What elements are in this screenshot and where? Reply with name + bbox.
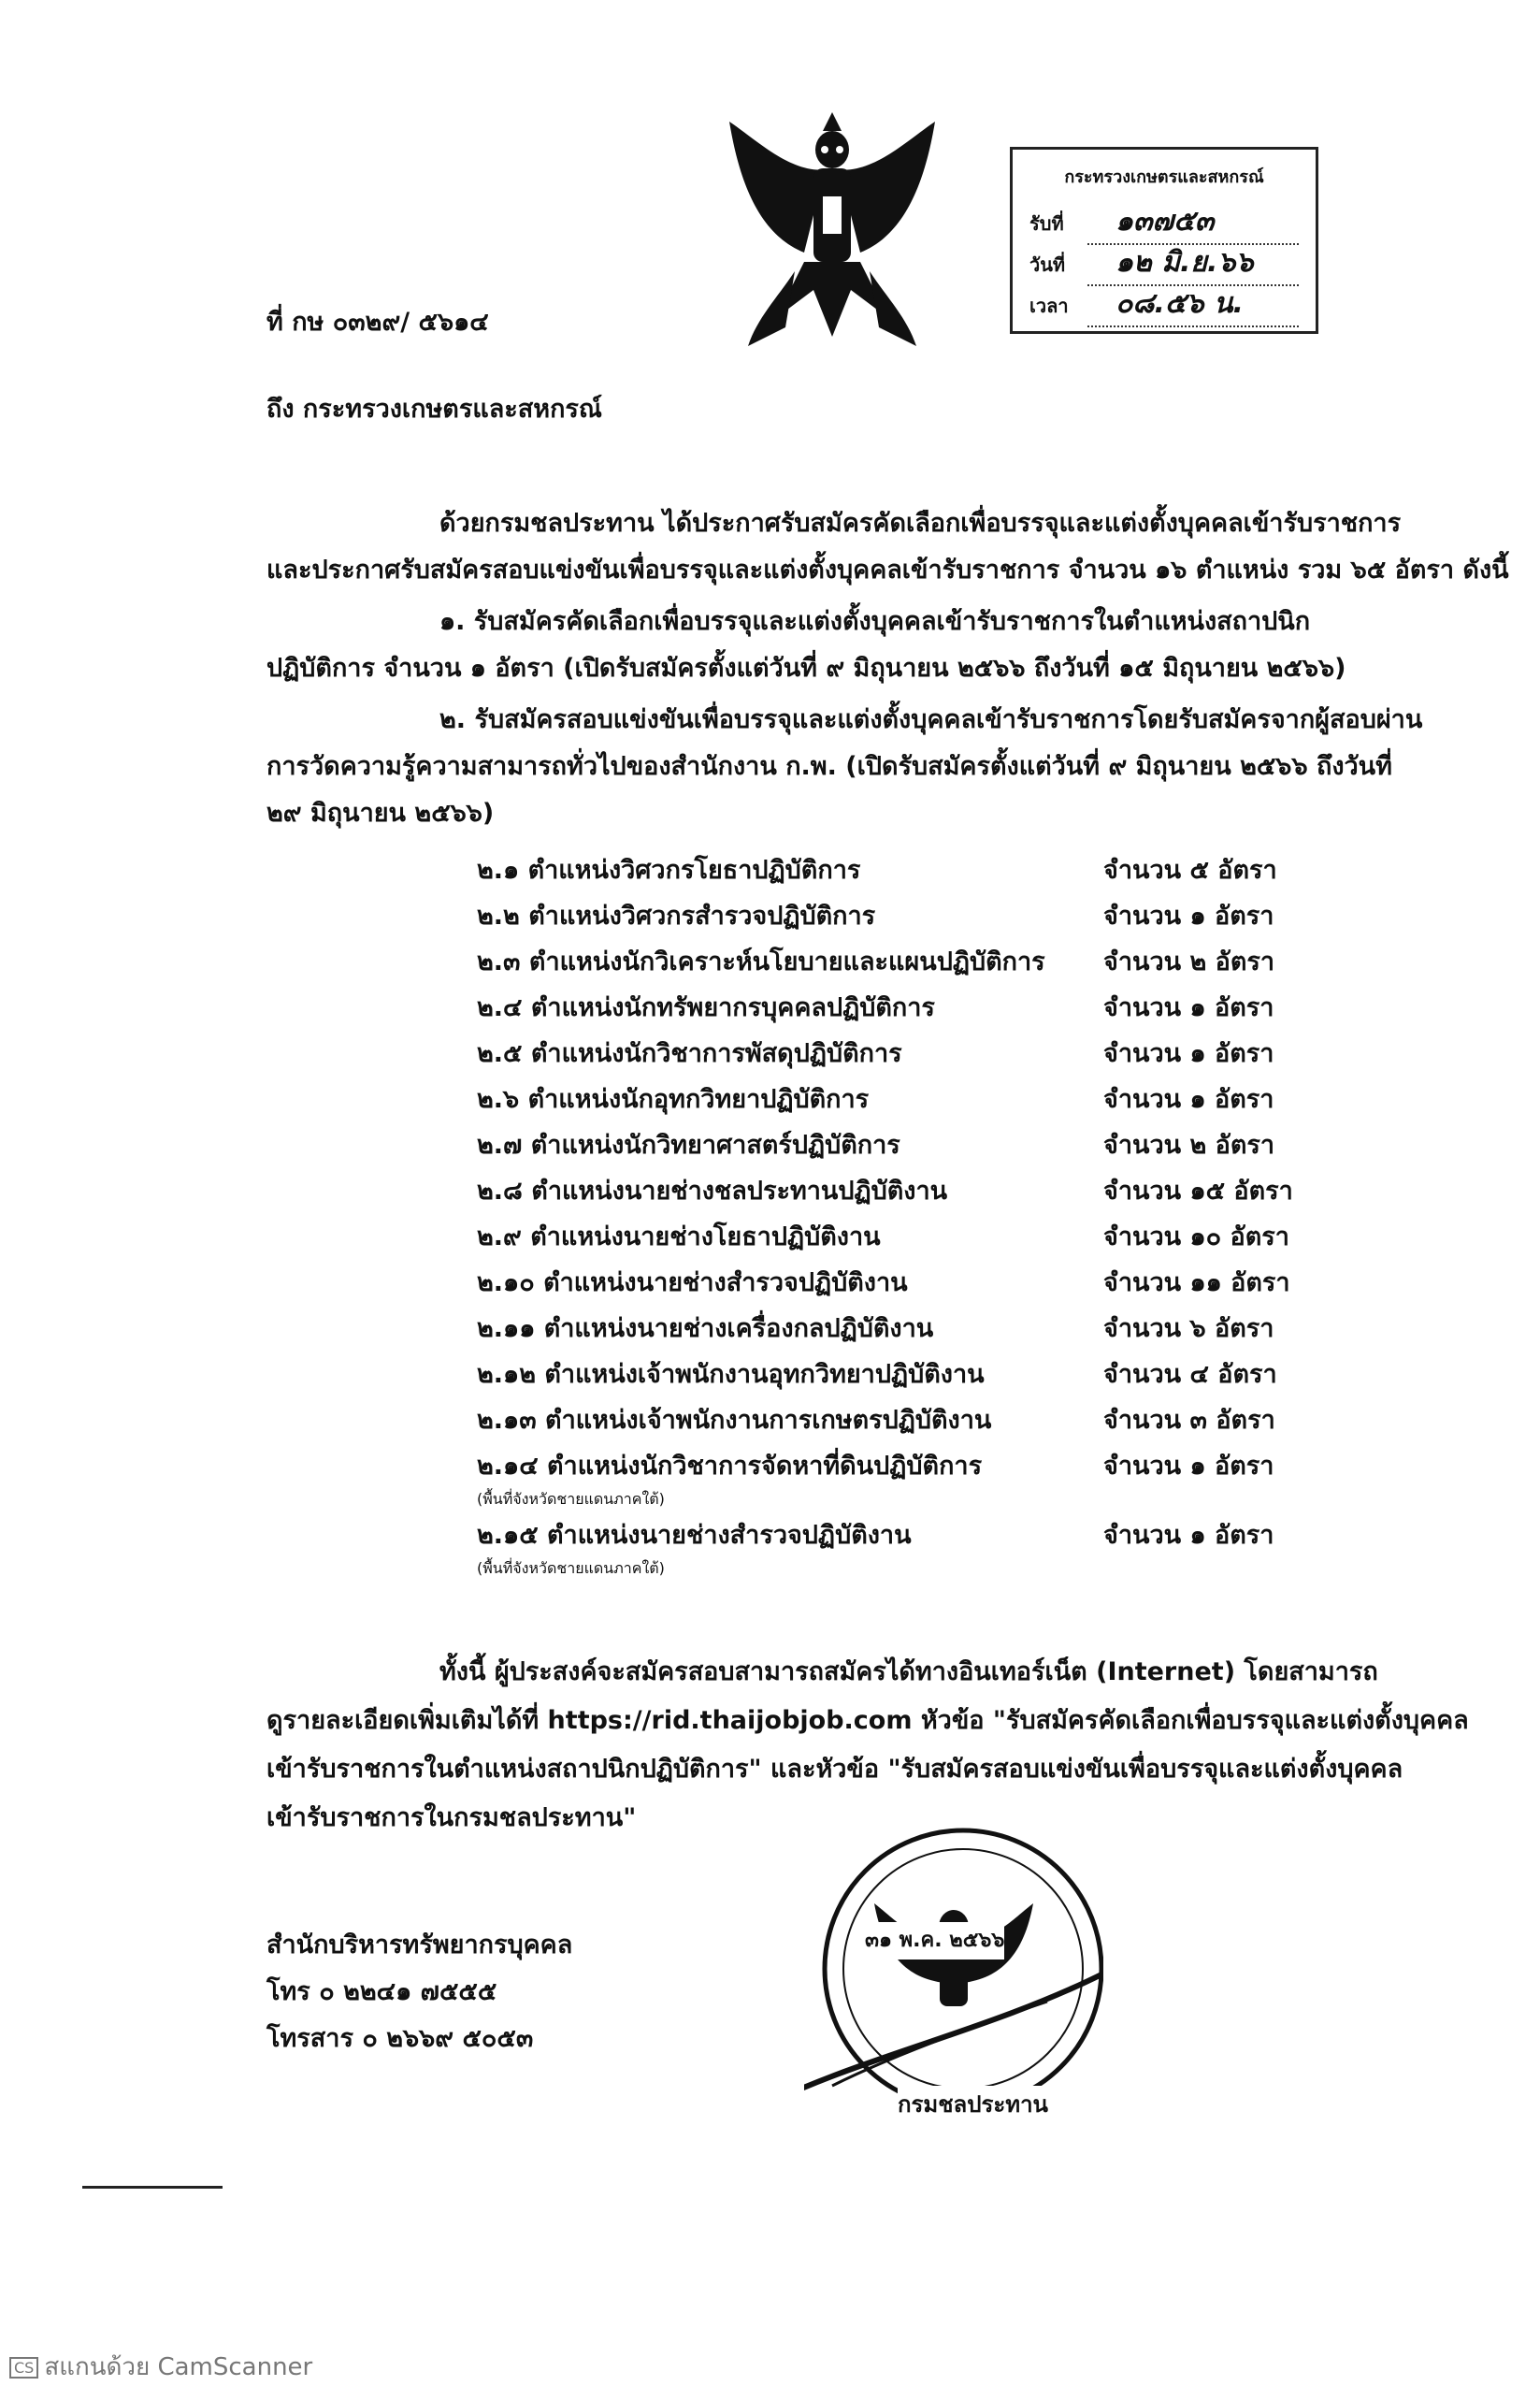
- position-name: ๒.๗ ตำแหน่งนักวิทยาศาสตร์ปฏิบัติการ: [477, 1131, 900, 1160]
- position-name: ๒.๖ ตำแหน่งนักอุทกวิทยาปฏิบัติการ: [477, 1085, 870, 1114]
- position-count: จำนวน ๑ อัตรา: [1103, 1039, 1274, 1068]
- section-2-line-2: การวัดความรู้ความสามารถทั่วไปของสำนักงาน ก.พ. (เปิดรับสมัครตั้งแต่วันที่ ๙ มิถุนายน ๒๕๖๖ ถึงวันที่: [266, 752, 1392, 781]
- position-name: ๒.๙ ตำแหน่งนายช่างโยธาปฏิบัติงาน: [477, 1222, 881, 1251]
- position-item: [477, 1076, 1290, 1121]
- footer-fax: โทรสาร ๐ ๒๖๖๙ ๕๐๕๓: [266, 2024, 534, 2053]
- receipt-stamp-box: [1010, 147, 1318, 334]
- receipt-time-row: [1029, 282, 1299, 323]
- closing-line-4: เข้ารับราชการในกรมชลประทาน": [266, 1803, 637, 1832]
- position-count: จำนวน ๑ อัตรา: [1103, 1452, 1274, 1481]
- recipient: ถึง กระทรวงเกษตรและสหกรณ์: [266, 395, 602, 424]
- position-count: จำนวน ๑๐ อัตรา: [1103, 1222, 1289, 1251]
- position-name: ๒.๕ ตำแหน่งนักวิชาการพัสดุปฏิบัติการ: [477, 1039, 902, 1068]
- position-note: (พื้นที่จังหวัดชายแดนภาคใต้): [477, 1559, 665, 1577]
- receipt-time-value: ๐๘.๕๖ น.: [1087, 282, 1299, 327]
- position-count: จำนวน ๑๑ อัตรา: [1103, 1268, 1290, 1297]
- position-count: จำนวน ๒ อัตรา: [1103, 1131, 1275, 1160]
- seal-date-text: ๓๑ พ.ค. ๒๕๖๖: [865, 1922, 1004, 1959]
- position-count: จำนวน ๑๕ อัตรา: [1103, 1177, 1293, 1206]
- document-number: ที่ กษ ๐๓๒๙/ ๕๖๑๔: [266, 308, 489, 337]
- position-item: [477, 1213, 1290, 1259]
- section-2-line-3: ๒๙ มิถุนายน ๒๕๖๖): [266, 799, 495, 828]
- closing-line-3: เข้ารับราชการในตำแหน่งสถาปนิกปฏิบัติการ" และหัวข้อ "รับสมัครสอบแข่งขันเพื่อบรรจุและแต่งตั้งบุคคล: [266, 1755, 1403, 1784]
- position-count: จำนวน ๑ อัตรา: [1103, 1521, 1274, 1550]
- position-name: ๒.๑๑ ตำแหน่งนายช่างเครื่องกลปฏิบัติงาน: [477, 1314, 934, 1343]
- footer-divider: [82, 2186, 223, 2189]
- receipt-number-value: ๑๓๗๕๓: [1087, 199, 1299, 245]
- section-1-line-1: ๑. รับสมัครคัดเลือกเพื่อบรรจุและแต่งตั้งบุคคลเข้ารับราชการในตำแหน่งสถาปนิก: [439, 607, 1311, 636]
- position-name: ๒.๑๒ ตำแหน่งเจ้าพนักงานอุทกวิทยาปฏิบัติงาน: [477, 1360, 985, 1389]
- receipt-number-row: [1029, 199, 1299, 240]
- position-count: จำนวน ๑ อัตรา: [1103, 902, 1274, 931]
- position-count: จำนวน ๔ อัตรา: [1103, 1360, 1277, 1389]
- position-item: [477, 1396, 1290, 1442]
- closing-line-1: ทั้งนี้ ผู้ประสงค์จะสมัครสอบสามารถสมัครได้ทางอินเทอร์เน็ต (Internet) โดยสามารถ: [439, 1657, 1378, 1686]
- position-list: [477, 846, 1293, 1581]
- receipt-time-label: เวลา: [1029, 295, 1069, 317]
- footer-tel: โทร ๐ ๒๒๔๑ ๗๕๕๕: [266, 1977, 497, 2006]
- position-count: จำนวน ๕ อัตรา: [1103, 856, 1277, 885]
- position-item: [477, 1121, 1290, 1167]
- camscanner-logo-icon: CS: [9, 2357, 38, 2379]
- position-item: [477, 1442, 1290, 1488]
- camscanner-text: สแกนด้วย CamScanner: [44, 2353, 313, 2381]
- section-1-line-2: ปฏิบัติการ จำนวน ๑ อัตรา (เปิดรับสมัครตั้งแต่วันที่ ๙ มิถุนายน ๒๕๖๖ ถึงวันที่ ๑๕ มิถุนายน ๒๕๖๖): [266, 654, 1346, 683]
- receipt-date-value: ๑๒ มิ.ย.๖๖: [1087, 240, 1299, 286]
- position-item: [477, 1511, 1290, 1557]
- receipt-number-label: รับที่: [1029, 212, 1064, 235]
- position-item: [477, 1030, 1290, 1076]
- position-count: จำนวน ๒ อัตรา: [1103, 947, 1275, 976]
- position-item: [477, 984, 1290, 1030]
- position-item: [477, 1305, 1290, 1351]
- intro-line-2: และประกาศรับสมัครสอบแข่งขันเพื่อบรรจุและแต่งตั้งบุคคลเข้ารับราชการ จำนวน ๑๖ ตำแหน่ง รวม ๖๕ อัตรา ดังนี้: [266, 556, 1509, 585]
- position-item: [477, 892, 1290, 938]
- position-count: จำนวน ๑ อัตรา: [1103, 993, 1274, 1022]
- position-name: ๒.๑๔ ตำแหน่งนักวิชาการจัดหาที่ดินปฏิบัติการ: [477, 1452, 983, 1481]
- position-name: ๒.๑๕ ตำแหน่งนายช่างสำรวจปฏิบัติงาน: [477, 1521, 912, 1550]
- position-count: จำนวน ๓ อัตรา: [1103, 1406, 1275, 1435]
- position-note: (พื้นที่จังหวัดชายแดนภาคใต้): [477, 1490, 665, 1508]
- position-item: [477, 1167, 1293, 1213]
- position-item: [477, 1351, 1290, 1396]
- official-seal-icon: [804, 1815, 1103, 2123]
- position-name: ๒.๘ ตำแหน่งนายช่างชลประทานปฏิบัติงาน: [477, 1177, 948, 1206]
- section-2-line-1: ๒. รับสมัครสอบแข่งขันเพื่อบรรจุและแต่งตั้งบุคคลเข้ารับราชการโดยรับสมัครจากผู้สอบผ่าน: [439, 705, 1423, 734]
- position-name: ๒.๒ ตำแหน่งวิศวกรสำรวจปฏิบัติการ: [477, 902, 876, 931]
- seal-agency-text: กรมชลประทาน: [898, 2086, 1048, 2123]
- position-name: ๒.๑๐ ตำแหน่งนายช่างสำรวจปฏิบัติงาน: [477, 1268, 908, 1297]
- position-item: [477, 1259, 1290, 1305]
- position-item: [477, 938, 1290, 984]
- position-count: จำนวน ๑ อัตรา: [1103, 1085, 1274, 1114]
- position-name: ๒.๓ ตำแหน่งนักวิเคราะห์นโยบายและแผนปฏิบัติการ: [477, 947, 1045, 976]
- position-item: [477, 846, 1290, 892]
- closing-line-2: ดูรายละเอียดเพิ่มเติมได้ที่ https://rid.thaijobjob.com หัวข้อ "รับสมัครคัดเลือกเพื่อบรรจุและแต่งตั้งบุคคล: [266, 1706, 1469, 1735]
- garuda-emblem-icon: [720, 103, 944, 355]
- receipt-date-row: [1029, 240, 1299, 282]
- receipt-ministry: กระทรวงเกษตรและสหกรณ์: [1064, 167, 1264, 187]
- footer-office: สำนักบริหารทรัพยากรบุคคล: [266, 1930, 573, 1959]
- position-name: ๒.๔ ตำแหน่งนักทรัพยากรบุคคลปฏิบัติการ: [477, 993, 935, 1022]
- receipt-date-label: วันที่: [1029, 253, 1066, 276]
- intro-line-1: ด้วยกรมชลประทาน ได้ประกาศรับสมัครคัดเลือกเพื่อบรรจุและแต่งตั้งบุคคลเข้ารับราชการ: [439, 509, 1402, 538]
- position-name: ๒.๑๓ ตำแหน่งเจ้าพนักงานการเกษตรปฏิบัติงาน: [477, 1406, 992, 1435]
- position-count: จำนวน ๖ อัตรา: [1103, 1314, 1274, 1343]
- position-name: ๒.๑ ตำแหน่งวิศวกรโยธาปฏิบัติการ: [477, 856, 861, 885]
